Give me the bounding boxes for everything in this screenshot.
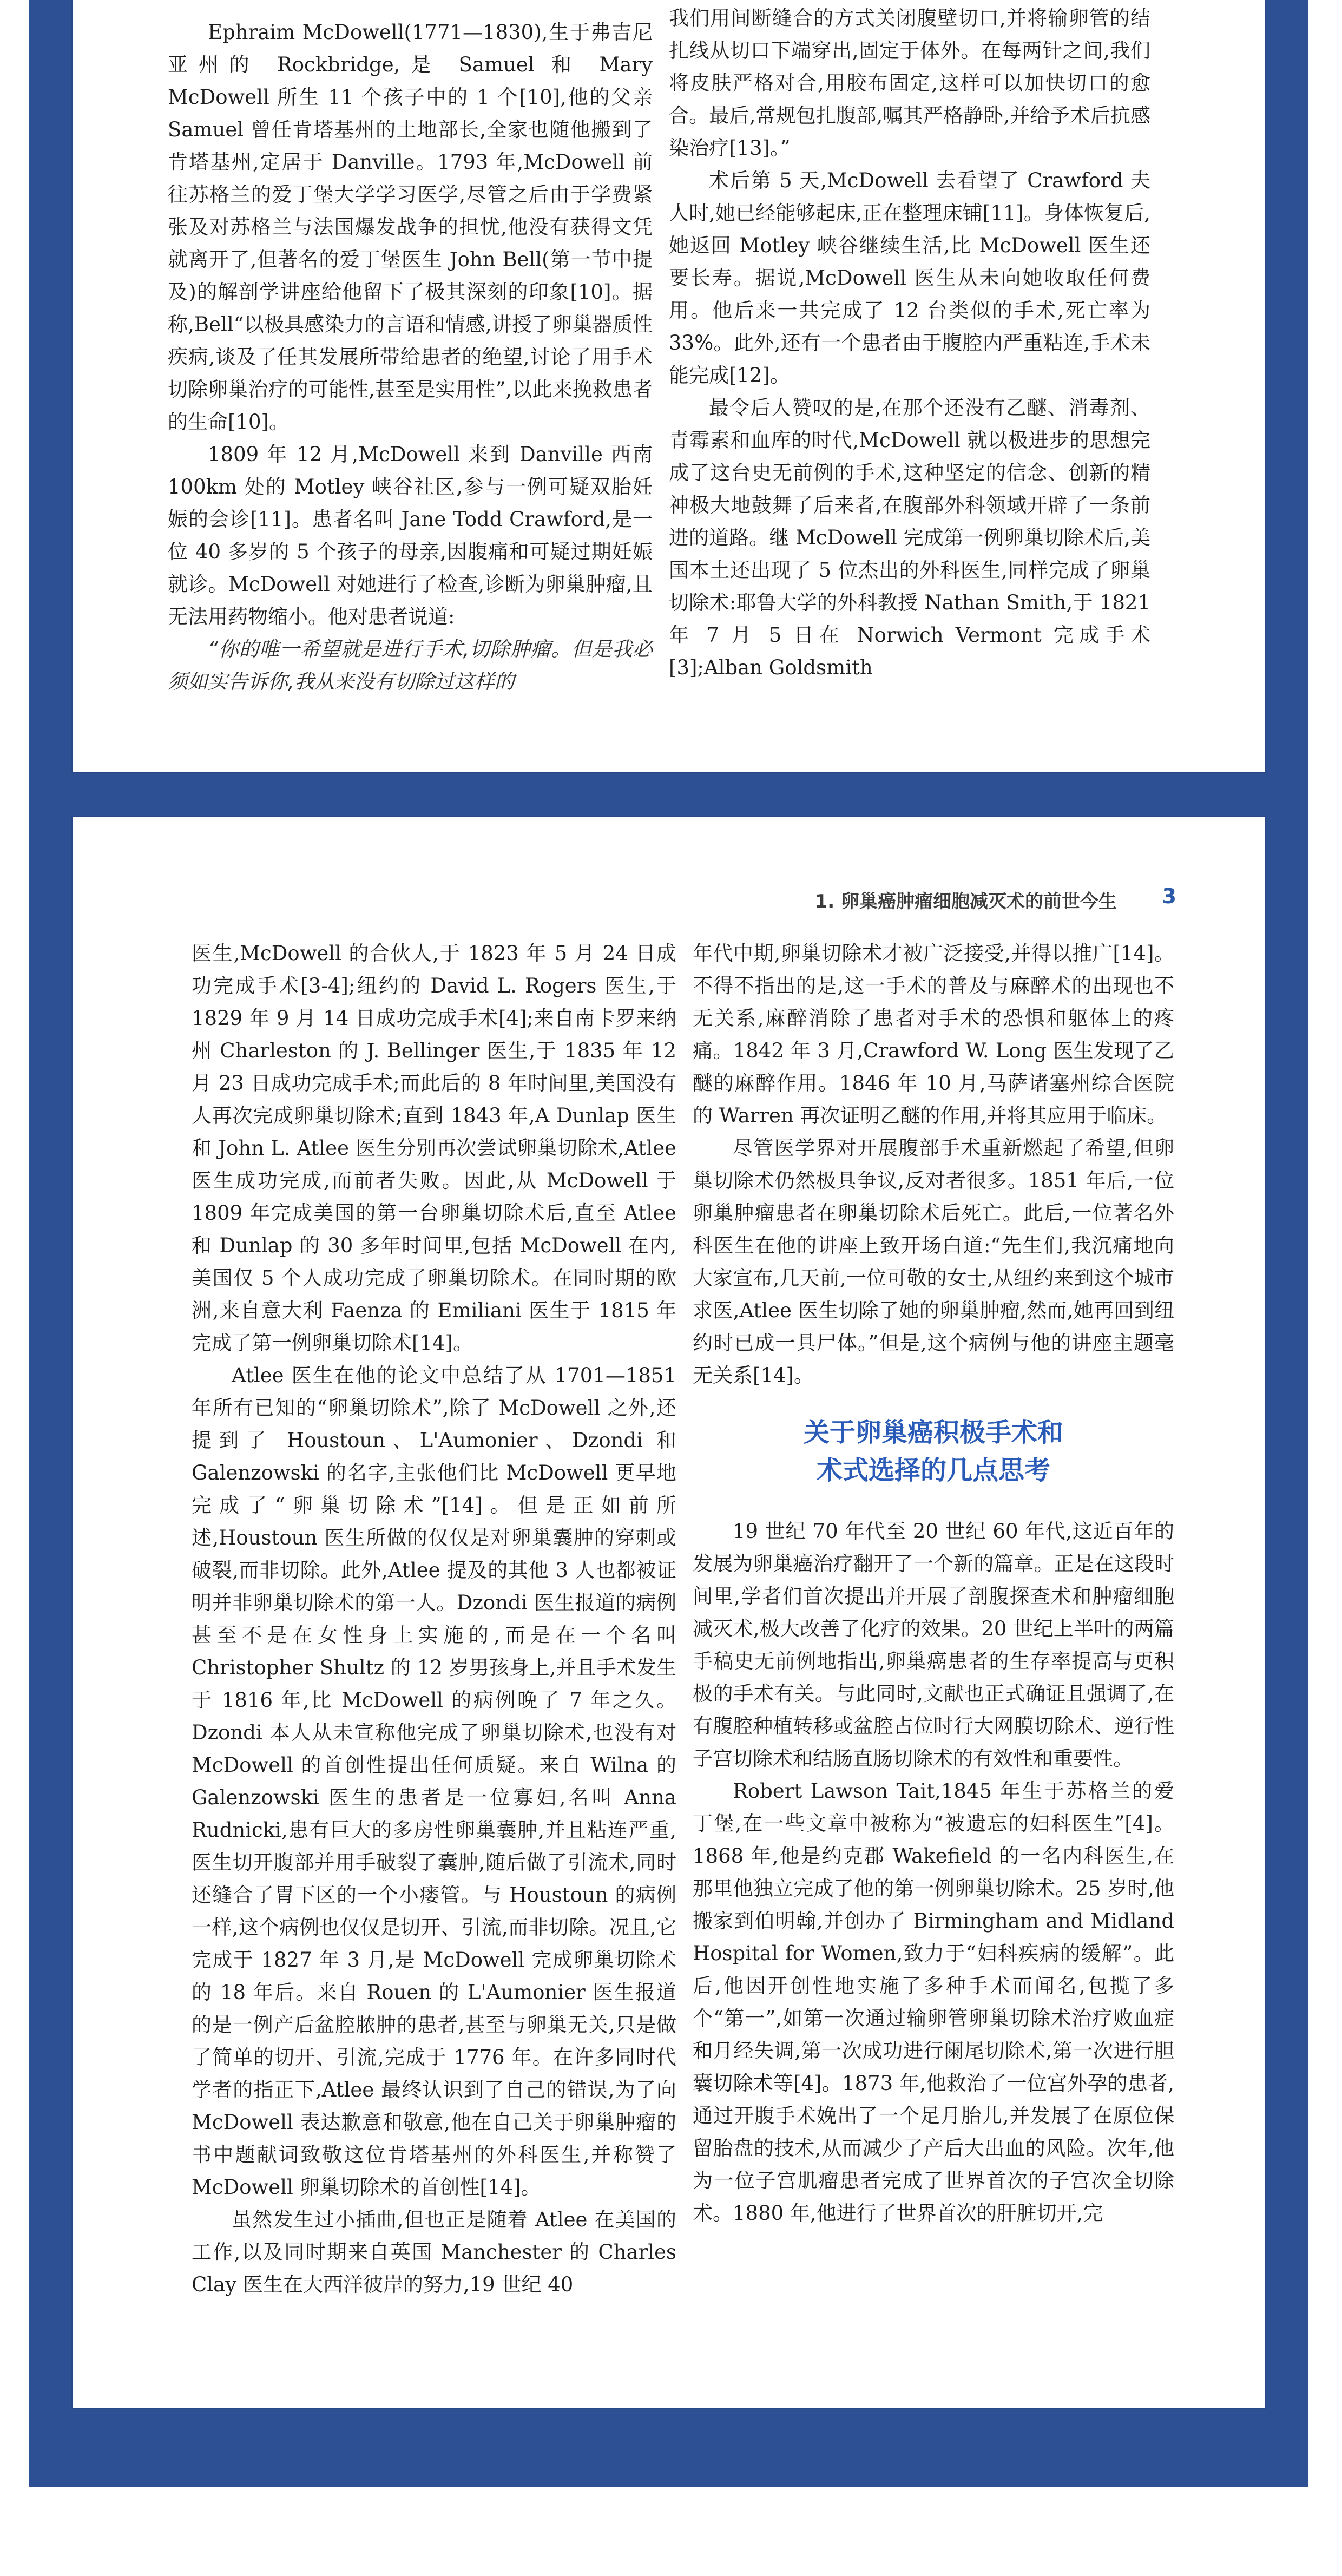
- paragraph: Ephraim McDowell(1771—1830),生于弗吉尼亚州的 Rockbridge,是 Samuel 和 Mary McDowell 所生 11 个孩子中的 1 个[10],他的父亲 Samuel 曾任肯塔基州的土地部长,全家也随他搬到了肯塔基州,定居于 Danville。1793 年,McDowell 前往苏格兰的爱丁堡大学学习医学,尽管之后由于学费紧张及对苏格兰与法国爆发战争的担忧,他没有获得文凭就离开了,但著名的爱丁堡医生 John Bell(第一节中提及)的解剖学讲座给他留下了极其深刻的印象[10]。据称,Bell“以极具感染力的言语和情感,讲授了卵巢器质性疾病,谈及了任其发展所带给患者的绝望,讨论了用手术切除卵巢治疗的可能性,甚至是实用性”,以此来挽救患者的生命[10]。: [168, 21, 653, 433]
- top-page-right-column: [669, 2, 1150, 684]
- page-number: 3: [1162, 884, 1176, 908]
- section-heading: [693, 1414, 1174, 1489]
- paragraph: 1809 年 12 月,McDowell 来到 Danville 西南 100km 处的 Motley 峡谷社区,参与一例可疑双胎妊娠的会诊[11]。患者名叫 Jane Todd Crawford,是一位 40 多岁的 5 个孩子的母亲,因腹痛和可疑过期妊娠就诊。McDowell 对她进行了检查,诊断为卵巢肿瘤,且无法用药物缩小。他对患者说道:: [168, 443, 653, 628]
- paragraph: 尽管医学界对开展腹部手术重新燃起了希望,但卵巢切除术仍然极具争议,反对者很多。1851 年后,一位卵巢肿瘤患者在卵巢切除术后死亡。此后,一位著名外科医生在他的讲座上致开场白道:“先生们,我沉痛地向大家宣布,几天前,一位可敬的女士,从纽约来到这个城市求医,Atlee 医生切除了她的卵巢肿瘤,然而,她再回到纽约时已成一具尸体。”但是,这个病例与他的讲座主题毫无关系[14]。: [693, 1136, 1174, 1387]
- running-header: 1. 卵巢癌肿瘤细胞减灭术的前世今生: [814, 891, 1117, 912]
- bottom-page-left-column: [192, 937, 676, 2301]
- bottom-page-right-column: [693, 937, 1174, 2230]
- paragraph: 最令后人赞叹的是,在那个还没有乙醚、消毒剂、青霉素和血库的时代,McDowell 就以极进步的思想完成了这台史无前例的手术,这种坚定的信念、创新的精神极大地鼓舞了后来者,在腹部外科领域开辟了一条前进的道路。继 McDowell 完成第一例卵巢切除术后,美国本土还出现了 5 位杰出的外科医生,同样完成了卵巢切除术:耶鲁大学的外科教授 Nathan Smith,于 1821 年 7 月 5 日在 Norwich Vermont 完成手术[3];Alban Goldsmith: [669, 396, 1150, 679]
- paragraph: 术后第 5 天,McDowell 去看望了 Crawford 夫人时,她已经能够起床,正在整理床铺[11]。身体恢复后,她返回 Motley 峡谷继续生活,比 McDowell 医生还要长寿。据说,McDowell 医生从未向她收取任何费用。他后来一共完成了 12 台类似的手术,死亡率为 33%。此外,还有一个患者由于腹腔内严重粘连,手术未能完成[12]。: [669, 169, 1150, 387]
- paragraph: 我们用间断缝合的方式关闭腹壁切口,并将输卵管的结扎线从切口下端穿出,固定于体外。在每两针之间,我们将皮肤严格对合,用胶布固定,这样可以加快切口的愈合。最后,常规包扎腹部,嘱其严格静卧,并给予术后抗感染治疗[13]。”: [669, 6, 1150, 160]
- paragraph: 医生,McDowell 的合伙人,于 1823 年 5 月 24 日成功完成手术[3-4];纽约的 David L. Rogers 医生,于 1829 年 9 月 14 日成功完成手术[4];来自南卡罗来纳州 Charleston 的 J. Bellinger 医生,于 1835 年 12 月 23 日成功完成手术;而此后的 8 年时间里,美国没有人再次完成卵巢切除术;直到 1843 年,A Dunlap 医生和 John L. Atlee 医生分别再次尝试卵巢切除术,Atlee 医生成功完成,而前者失败。因此,从 McDowell 于 1809 年完成美国的第一台卵巢切除术后,直至 Atlee 和 Dunlap 的 30 多年时间里,包括 McDowell 在内,美国仅 5 个人成功完成了卵巢切除术。在同时期的欧洲,来自意大利 Faenza 的 Emiliani 医生于 1815 年完成了第一例卵巢切除术[14]。: [192, 942, 676, 1355]
- paragraph: Robert Lawson Tait,1845 年生于苏格兰的爱丁堡,在一些文章中被称为“被遗忘的妇科医生”[4]。1868 年,他是约克郡 Wakefield 的一名内科医生,在那里他独立完成了他的第一例卵巢切除术。25 岁时,他搬家到伯明翰,并创办了 Birmingham and Midland Hospital for Women,致力于“妇科疾病的缓解”。此后,他因开创性地实施了多种手术而闻名,包揽了多个“第一”,如第一次通过输卵管卵巢切除术治疗败血症和月经失调,第一次成功进行阑尾切除术,第一次进行胆囊切除术等[4]。1873 年,他救治了一位宫外孕的患者,通过开腹手术娩出了一个足月胎儿,并发展了在原位保留胎盘的技术,从而减少了产后大出血的风险。次年,他为一位子宫肌瘤患者完成了世界首次的子宫次全切除术。1880 年,他进行了世界首次的肝脏切开,完: [693, 1779, 1174, 2225]
- paragraph: 虽然发生过小插曲,但也正是随着 Atlee 在美国的工作,以及同时期来自英国 Manchester 的 Charles Clay 医生在大西洋彼岸的努力,19 世纪 40: [192, 2208, 676, 2296]
- section-heading-line: 关于卵巢癌积极手术和: [803, 1417, 1063, 1448]
- paragraph: Atlee 医生在他的论文中总结了从 1701—1851 年所有已知的“卵巢切除术”,除了 McDowell 之外,还提到了 Houstoun、L'Aumonier、Dzondi 和 Galenzowski 的名字,主张他们比 McDowell 更早地完成了“卵巢切除术”[14]。但是正如前所述,Houstoun 医生所做的仅仅是对卵巢囊肿的穿刺或破裂,而非切除。此外,Atlee 提及的其他 3 人也都被证明并非卵巢切除术的第一人。Dzondi 医生报道的病例甚至不是在女性身上实施的,而是在一个名叫 Christopher Shultz 的 12 岁男孩身上,并且手术发生于 1816 年,比 McDowell 的病例晚了 7 年之久。Dzondi 本人从未宣称他完成了卵巢切除术,也没有对 McDowell 的首创性提出任何质疑。来自 Wilna 的 Galenzowski 医生的患者是一位寡妇,名叫 Anna Rudnicki,患有巨大的多房性卵巢囊肿,并且粘连严重,医生切开腹部并用手破裂了囊肿,随后做了引流术,同时还缝合了胃下区的一个小瘘管。与 Houstoun 的病例一样,这个病例也仅仅是切开、引流,而非切除。况且,它完成于 1827 年 3 月,是 McDowell 完成卵巢切除术的 18 年后。来自 Rouen 的 L'Aumonier 医生报道的是一例产后盆腔脓肿的患者,甚至与卵巢无关,只是做了简单的切开、引流,完成于 1776 年。在许多同时代学者的指正下,Atlee 最终认识到了自己的错误,为了向 McDowell 表达歉意和敬意,他在自己关于卵巢肿瘤的书中题献词致敬这位肯塔基州的外科医生,并称赞了 McDowell 卵巢切除术的首创性[14]。: [192, 1364, 676, 2199]
- section-heading-line: 术式选择的几点思考: [816, 1455, 1050, 1486]
- paragraph: 19 世纪 70 年代至 20 世纪 60 年代,这近百年的发展为卵巢癌治疗翻开了一个新的篇章。正是在这段时间里,学者们首次提出并开展了剖腹探查术和肿瘤细胞减灭术,极大改善了化疗的效果。20 世纪上半叶的两篇手稿史无前例地指出,卵巢癌患者的生存率提高与更积极的手术有关。与此同时,文献也正式确证且强调了,在有腹腔种植转移或盆腔占位时行大网膜切除术、逆行性子宫切除术和结肠直肠切除术的有效性和重要性。: [693, 1520, 1174, 1770]
- paragraph: 年代中期,卵巢切除术才被广泛接受,并得以推广[14]。不得不指出的是,这一手术的普及与麻醉术的出现也不无关系,麻醉消除了患者对手术的恐惧和躯体上的疼痛。1842 年 3 月,Crawford W. Long 医生发现了乙醚的麻醉作用。1846 年 10 月,马萨诸塞州综合医院的 Warren 再次证明乙醚的作用,并将其应用于临床。: [693, 942, 1174, 1127]
- quote-paragraph: “你的唯一希望就是进行手术,切除肿瘤。但是我必须如实告诉你,我从来没有切除过这样的: [168, 638, 653, 693]
- top-page-left-column: [168, 16, 653, 698]
- top-page: [73, 0, 1265, 772]
- bottom-page: [73, 817, 1265, 2408]
